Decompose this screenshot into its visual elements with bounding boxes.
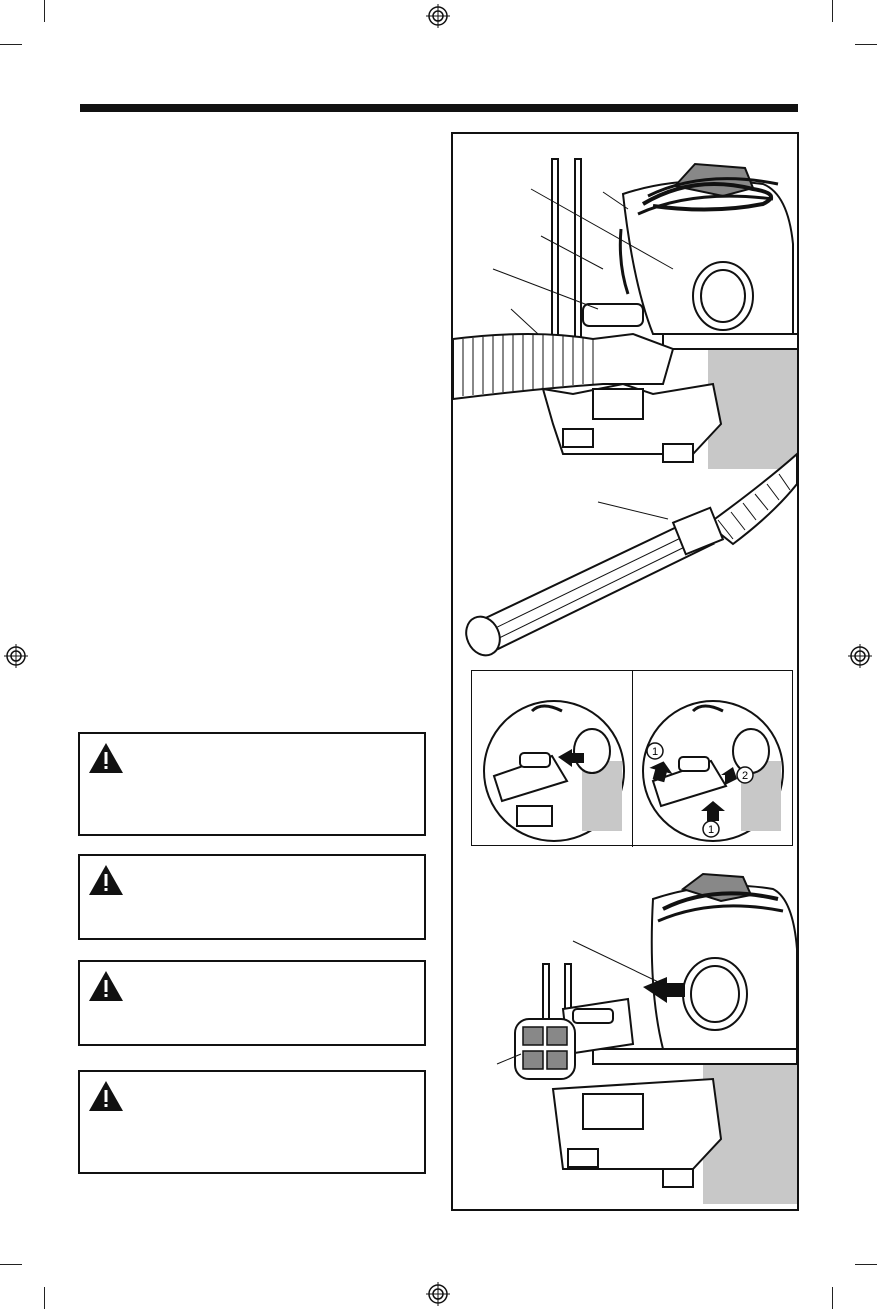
extension-wand-illustration [453,434,797,664]
crop-mark [0,1264,22,1265]
warning-box [78,1070,426,1174]
registration-mark-icon [426,1282,450,1306]
crop-mark [44,0,45,22]
inset-steps-panel [471,670,793,846]
registration-mark-icon [848,644,872,668]
vacuum-hose-storage-illustration [453,134,797,474]
filter-nozzle-illustration [453,869,797,1209]
warning-triangle-icon [88,970,124,1002]
warning-triangle-icon [88,1080,124,1112]
step-callout-2: 2 [741,770,749,782]
crop-mark [44,1287,45,1309]
registration-mark-icon [426,4,450,28]
warning-box [78,960,426,1046]
warning-box [78,732,426,836]
hose-insert-illustration [472,671,632,847]
hose-release-illustration [633,671,793,847]
warning-triangle-icon [88,864,124,896]
crop-mark [832,1287,833,1309]
warning-box [78,854,426,940]
crop-mark [855,44,877,45]
step-callout-1b: 1 [707,824,715,836]
header-rule [80,104,798,112]
step-callout-1: 1 [651,746,659,758]
crop-mark [855,1264,877,1265]
figure-frame [451,132,799,1211]
crop-mark [832,0,833,22]
crop-mark [0,44,22,45]
registration-mark-icon [4,644,28,668]
warning-triangle-icon [88,742,124,774]
